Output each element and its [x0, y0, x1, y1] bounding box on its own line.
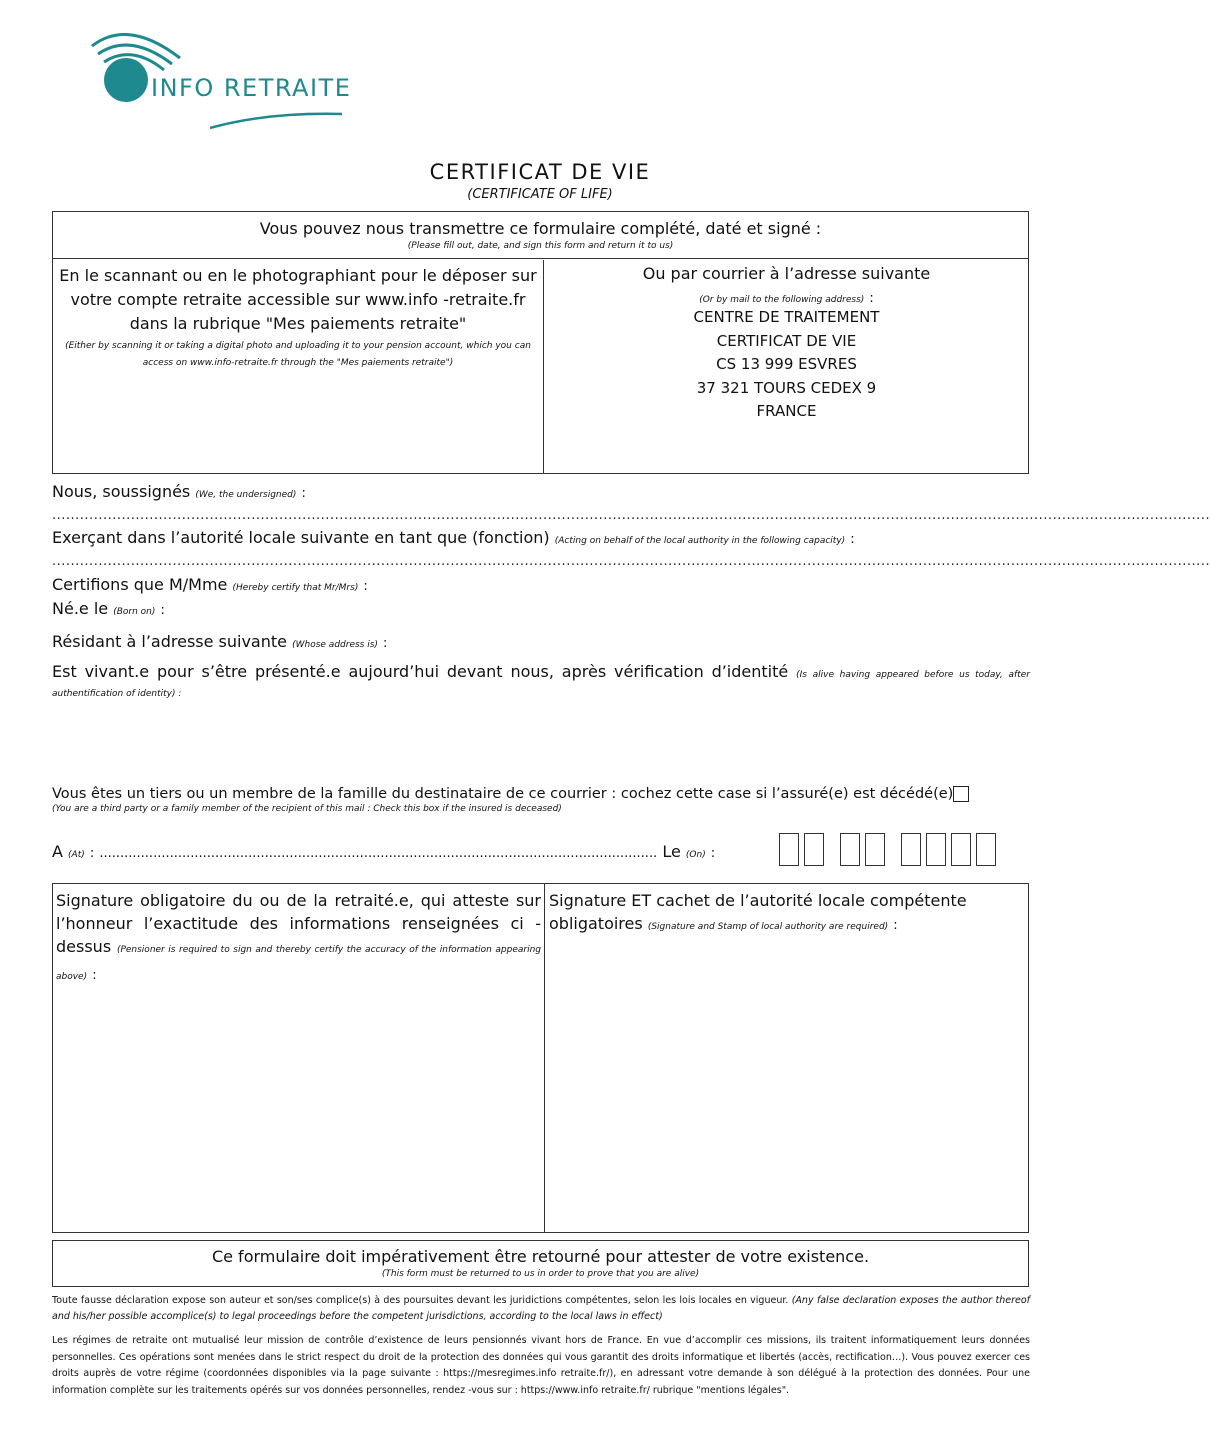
function-label: Exerçant dans l’autorité locale suivante en tant que (fonction) [52, 528, 550, 547]
place-dotted-line[interactable]: ....................................................................................................................................... [99, 846, 658, 861]
legal-warning [52, 1293, 1030, 1325]
return-notice-en: (This form must be returned to us in order to prove that you are alive) [381, 1269, 700, 1279]
pensioner-signature-en: (Pensioner is required to sign and thereby certify the accuracy of the information appearing above) [56, 945, 541, 982]
upload-option-text: En le scannant ou en le photographiant pour le déposer sur votre compte retraite accessible sur www.info -retraite.fr dans la rubrique "Mes paiements retraite" [59, 266, 537, 333]
date-digit-box[interactable] [840, 833, 860, 866]
mail-option-en: (Or by mail to the following address) [699, 295, 865, 305]
upload-option-en: (Either by scanning it or taking a digital photo and uploading it to your pension account, which you can access on www.info-retraite.fr through the "Mes paiements retraite") [65, 341, 531, 368]
certify-colon: : [363, 579, 368, 594]
return-notice-text: Ce formulaire doit impérativement être retourné pour attester de votre existence. [211, 1247, 870, 1266]
function-colon: : [850, 532, 855, 547]
address-line: CS 13 999 ESVRES [716, 355, 857, 373]
third-party-en: (You are a third party or a family member of the recipient of this mail : Check this box if the insured is deceased) [52, 804, 562, 814]
third-party-field [52, 786, 992, 814]
logo [88, 24, 358, 134]
residence-field[interactable] [52, 632, 387, 651]
place-en: (At) [68, 850, 85, 860]
certify-en: (Hereby certify that Mr/Mrs) [232, 583, 359, 593]
signature-box [52, 883, 1029, 1233]
date-digit-box[interactable] [804, 833, 824, 866]
page-subtitle: (CERTIFICATE OF LIFE) [467, 187, 613, 202]
mail-option-en-line [545, 287, 1028, 306]
residence-colon: : [383, 636, 388, 651]
function-en: (Acting on behalf of the local authority in the following capacity) [554, 536, 846, 546]
undersigned-dotted-line[interactable]: .......................................................................................................................................................................................................................................................... [52, 508, 1210, 523]
authority-signature-area[interactable] [546, 884, 1028, 1232]
date-digit-box[interactable] [951, 833, 971, 866]
born-field[interactable] [52, 599, 165, 618]
alive-statement [52, 664, 1030, 702]
date-digit-box[interactable] [779, 833, 799, 866]
address-line: CENTRE DE TRAITEMENT [693, 308, 880, 326]
certify-field[interactable] [52, 575, 368, 594]
address-line: CERTIFICAT DE VIE [716, 331, 857, 350]
place-field[interactable] [52, 842, 715, 861]
address-line: FRANCE [756, 402, 817, 420]
upload-option [53, 260, 544, 473]
born-en: (Born on) [113, 607, 156, 617]
mail-option-title: Ou par courrier à l’adresse suivante [642, 264, 931, 283]
function-field[interactable] [52, 528, 855, 547]
undersigned-en: (We, the undersigned) [195, 490, 297, 500]
born-colon: : [160, 603, 165, 618]
certify-label: Certifions que M/Mme [52, 575, 228, 594]
mail-option-colon: : [869, 291, 874, 306]
pensioner-signature-label: Signature obligatoire du ou de la retraité.e, qui atteste sur l’honneur l’exactitude des informations renseignées ci -dessus [56, 891, 541, 956]
date-en: (On) [685, 850, 706, 860]
date-colon: : [710, 846, 716, 861]
place-label: A [52, 842, 63, 861]
mailing-address [545, 306, 1028, 424]
date-label: Le [662, 842, 681, 861]
instructions-box [52, 211, 1029, 474]
residence-label: Résidant à l’adresse suivante [52, 632, 287, 651]
instructions-header-en: (Please fill out, date, and sign this form and return it to us) [407, 241, 674, 251]
return-notice-box [52, 1240, 1029, 1287]
function-dotted-line[interactable]: .......................................................................................................................................................................................................................................................... [52, 554, 1210, 569]
pensioner-signature-colon: : [92, 968, 97, 983]
authority-signature-en: (Signature and Stamp of local authority are required) [647, 922, 889, 932]
place-colon: : [89, 846, 95, 861]
address-line: 37 321 TOURS CEDEX 9 [696, 378, 877, 397]
logo-text: INFO RETRAITE [151, 74, 352, 102]
alive-label: Est vivant.e pour s’être présenté.e aujourd’hui devant nous, après vérification d’identité [52, 662, 789, 681]
date-digit-box[interactable] [865, 833, 885, 866]
date-digit-box[interactable] [926, 833, 946, 866]
deceased-checkbox[interactable] [953, 786, 969, 802]
privacy-notice: Les régimes de retraite ont mutualisé leur mission de contrôle d’existence de leurs pensionnés vivant hors de France. En vue d’accomplir ces missions, ils traitent informatiquement leurs données personnelles. Ces opérations sont menées dans le strict respect du droit de la protection des données qui vous garantit des droits informatique et libertés (accès, rectification…). Vous pouvez exercer ces droits auprès de votre régime (coordonnées disponibles via la page suivante : https://mesregimes.info retraite.fr/), en adressant votre demande à son délégué à la protection des données. Pour une information complète sur les traitements opérés sur vos données personnelles, rendez -vous sur : https://www.info retraite.fr/ rubrique "mentions légales". [52, 1335, 1030, 1396]
instructions-header [53, 212, 1028, 259]
legal-warning-en: (Any false declaration exposes the author thereof and his/her possible accomplice(s) to legal proceedings before the competent jurisdictions, according to the local laws in effect) [52, 1295, 1030, 1322]
instructions-header-text: Vous pouvez nous transmettre ce formulaire complété, daté et signé : [259, 219, 822, 238]
authority-signature-colon: : [893, 918, 898, 933]
page-title: CERTIFICAT DE VIE [429, 160, 651, 184]
alive-en: (Is alive having appeared before us today, after authentification of identity) : [52, 670, 1030, 699]
third-party-label: Vous êtes un tiers ou un membre de la famille du destinataire de ce courrier : cochez cette case si l’assuré(e) est décédé(e) [52, 786, 954, 802]
born-label: Né.e le [52, 599, 109, 618]
date-digit-box[interactable] [901, 833, 921, 866]
legal-warning-text: Toute fausse déclaration expose son auteur et son/ses complice(s) à des poursuites devant les juridictions compétentes, selon les lois locales en vigueur. [52, 1295, 789, 1306]
undersigned-field[interactable] [52, 482, 306, 501]
mail-option [545, 260, 1028, 477]
undersigned-colon: : [301, 486, 306, 501]
undersigned-label: Nous, soussignés [52, 482, 191, 501]
residence-en: (Whose address is) [292, 640, 378, 650]
authority-signature-label: Signature ET cachet de l’autorité locale compétente obligatoires [549, 891, 967, 933]
date-digit-box[interactable] [976, 833, 996, 866]
pensioner-signature-area[interactable] [53, 884, 545, 1232]
